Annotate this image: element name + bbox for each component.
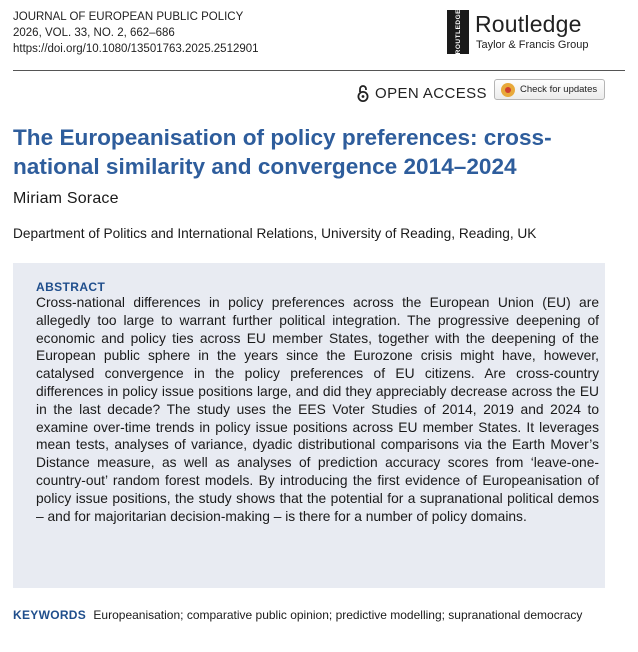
journal-info [13, 9, 259, 57]
publisher-logo[interactable] [447, 10, 588, 54]
keywords-text: Europeanisation; comparative public opinion; predictive modelling; supranational democracy [93, 608, 583, 622]
abstract-box [13, 263, 605, 588]
author-affiliation: Department of Politics and International Relations, University of Reading, Reading, UK [13, 226, 537, 241]
journal-name: JOURNAL OF EUROPEAN PUBLIC POLICY [13, 11, 244, 23]
publisher-subtitle: Taylor & Francis Group [476, 39, 589, 51]
header-divider [13, 70, 625, 71]
check-for-updates-label: Check for updates [520, 84, 598, 95]
abstract-heading: ABSTRACT [36, 280, 106, 294]
open-access-badge [357, 84, 487, 102]
keywords [13, 607, 603, 623]
abstract-text: Cross-national differences in policy preferences across the European Union (EU) are allegedly too large to warrant further political integration. The progressive deepening of economic and policy ties across EU member States, together with the deepening of the European public sphere in the years since the Eurozone crisis might have, however, catalysed convergence in the policy preferences of EU citizens. Are cross-country differences in policy issue positions large, and did they appreciably decrease across the EU in the last decade? The study uses the EES Voter Studies of 2014, 2019 and 2024 to examine over-time trends in policy issue positions across EU member States. It leverages mean tests, analyses of variance, dyadic distributional comparisons via the Earth Mover’s Distance measure, as well as analyses of prediction accuracy scores from ‘leave-one-country-out’ random forest models. By introducing the first evidence of Europeanisation of policy issue positions, the study shows that the potential for a supranational political demos – and for majoritarian decision-making – is there for a number of policy domains. [36, 295, 599, 524]
routledge-logo-text: ROUTLEDGE [454, 9, 462, 55]
check-for-updates-button[interactable] [494, 79, 605, 100]
author-name[interactable]: Miriam Sorace [13, 190, 119, 207]
crossmark-icon [501, 83, 515, 97]
keywords-label: KEYWORDS [13, 608, 87, 622]
article-title: The Europeanisation of policy preferences: cross-national similarity and convergence 2014–2024 [13, 125, 552, 179]
routledge-logo-icon [447, 10, 469, 54]
journal-issue: 2026, VOL. 33, NO. 2, 662–686 [13, 27, 175, 39]
open-access-label: OPEN ACCESS [375, 84, 487, 102]
open-lock-icon [357, 84, 369, 102]
journal-doi[interactable]: https://doi.org/10.1080/13501763.2025.2512901 [13, 43, 259, 55]
publisher-name: Routledge [475, 11, 582, 37]
